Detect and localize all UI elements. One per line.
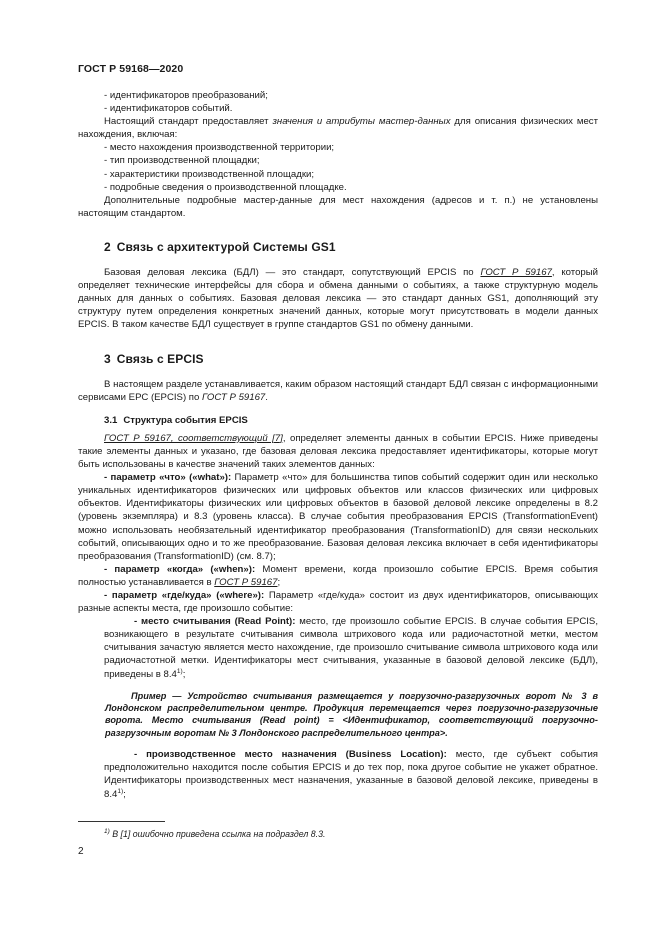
list-item: - подробные сведения о производственной площадке. bbox=[104, 181, 347, 193]
section-3-heading bbox=[104, 353, 598, 366]
list-item: - характеристики производственной площадки; bbox=[104, 168, 315, 180]
footnote-divider bbox=[78, 821, 165, 822]
standard-link[interactable]: ГОСТ Р 59167, соответствующий [7] bbox=[104, 432, 283, 444]
page-number: 2 bbox=[78, 846, 84, 857]
example-text: (Read point) = <Идентификатор, соответствующий погрузочно-разгрузочным воротам № 3 Лондонского распределительного центра>. bbox=[105, 715, 598, 738]
text: Параметр «где/куда» состоит из двух идентификаторов, описывающих разные аспекты места, где произошло событие: bbox=[78, 590, 598, 615]
text: . bbox=[265, 391, 268, 403]
text: Момент времени, когда произошло событие EPCIS. Время события полностью устанавливается в bbox=[78, 563, 598, 588]
section-number: 2 bbox=[104, 239, 111, 254]
list-item: - идентификаторов преобразований; bbox=[104, 90, 268, 101]
document-body bbox=[78, 89, 598, 801]
section-number: 3 bbox=[104, 351, 111, 366]
section-2-paragraph bbox=[78, 266, 598, 331]
footnote-marker: 1) bbox=[104, 828, 110, 836]
footnote-marker: 1) bbox=[117, 787, 124, 795]
section-title: Связь с архитектурой Системы GS1 bbox=[116, 239, 336, 254]
term-label: - параметр «где/куда» («where»): bbox=[104, 590, 265, 601]
example-text: — Устройство считывания размещается у погрузочно-разгрузочных ворот № 3 в Лондонском распределительном центре. Продукция перемещается через погрузочно-разгрузочные ворота. Место считывания bbox=[105, 690, 598, 726]
term-label: - производственное место назначения (Business Location): bbox=[134, 749, 447, 761]
subsection-title: Структура события EPCIS bbox=[123, 414, 248, 426]
term-label: - параметр «когда» («when»): bbox=[104, 563, 256, 575]
section-3-paragraph bbox=[78, 378, 598, 404]
text: место, где субъект события предположительно находится после события EPCIS и до тех пор, пока другое событие не укажет обратное. Идентификаторы производственных мест назначения, указанные в базовой деловой лексике, приведены в 8.4 bbox=[104, 749, 598, 800]
text: ; bbox=[182, 668, 186, 680]
text: В настоящем разделе устанавливается, каким образом настоящий стандарт БДЛ связан с информационными сервисами ЕРС (EPCIS) по bbox=[78, 378, 598, 403]
paragraph-extra: Дополнительные подробные мастер-данные для мест нахождения (адресов и т. п.) не установлены настоящим стандартом. bbox=[78, 194, 598, 219]
business-location-item bbox=[78, 748, 598, 800]
text: место, где произошло событие EPCIS. В случае события EPCIS, возникающего в результате считывания символа штрихового кода или радиочастотной метки, местом считывания зачастую является место нахождение, где произошло считывание символа штрихового кода или радиочастотной метки. Идентификаторы мест считывания, указанные в базовой деловой лексике (БДЛ), приведены в 8.4 bbox=[104, 616, 598, 680]
text: , определяет элементы данных в событии EPCIS. Ниже приведены такие элементы данных и указано, где базовая деловая лексика предоставляет идентификаторы, которые могут быть использованы в качестве значений таких элементов данных: bbox=[78, 432, 598, 471]
where-parameter-item bbox=[78, 589, 598, 615]
footnote bbox=[104, 829, 325, 839]
example-label: Пример bbox=[131, 690, 167, 701]
read-point-item bbox=[78, 615, 598, 680]
text: для описания физических мест нахождения, включая: bbox=[78, 116, 598, 141]
example-block bbox=[78, 690, 598, 740]
list-item: - место нахождения производственной территории; bbox=[104, 142, 335, 154]
text: Настоящий стандарт предоставляет bbox=[104, 116, 273, 128]
subsection-paragraph bbox=[78, 432, 598, 471]
list-item: - тип производственной площадки; bbox=[104, 155, 260, 167]
document-header: ГОСТ Р 59168—2020 bbox=[78, 63, 184, 75]
text: Параметр «что» для большинства типов событий содержит один или несколько уникальных идентификаторов физических или цифровых объектов или классов физических или цифровых объектов. Идентификаторы физических или цифровых объектов в базовой деловой лексике определены в 8.2 (уровень экземпляра) и 8.3 (уровень класса). В случае события преобразования EPCIS (TransformationEvent) можно использовать необязательный идентификатор преобразования (TransformationID) для связи нескольких событий, описывающих одно и то же преобразование. Базовая деловая лексика включает в себя идентификаторы преобразования (TransformationID) (см. 8.7); bbox=[78, 472, 598, 562]
what-parameter-item bbox=[78, 471, 598, 563]
footnote-marker: 1) bbox=[176, 667, 183, 675]
term-label: - параметр «что» («what»): bbox=[104, 472, 232, 484]
text: , который определяет технические интерфейсы для сбора и обмена данными о событиях, а также структурную модель данных для данных о событиях. Базовая деловая лексика — это стандарт данных GS1, дополняющий эту структуру путем определения конкретных значений данных, которые могут присутствовать в модели данных EPCIS. В таком качестве БДЛ существует в группе стандартов GS1 по обмену данными. bbox=[78, 267, 598, 331]
emphasis-text: значения и атрибуты мастер-данных bbox=[272, 116, 451, 128]
standard-link[interactable]: ГОСТ Р 59167 bbox=[214, 576, 278, 588]
term-label: - место считывания (Read Point): bbox=[134, 616, 296, 628]
footnote-text: В [1] ошибочно приведена ссылка на подраздел 8.3. bbox=[112, 829, 326, 839]
text: Базовая деловая лексика (БДЛ) — это стандарт, сопутствующий EPCIS по bbox=[104, 267, 481, 279]
subsection-number: 3.1 bbox=[104, 414, 118, 426]
text: ; bbox=[277, 576, 281, 588]
standard-reference: ГОСТ Р 59167 bbox=[202, 391, 266, 403]
subsection-3-1-heading bbox=[104, 414, 598, 427]
section-title: Связь с EPCIS bbox=[116, 351, 204, 366]
list-item: - идентификаторов событий. bbox=[104, 103, 233, 115]
standard-link[interactable]: ГОСТ Р 59167 bbox=[480, 267, 552, 279]
section-2-heading bbox=[104, 241, 598, 254]
when-parameter-item bbox=[78, 563, 598, 589]
paragraph-intro bbox=[78, 115, 598, 141]
text: ; bbox=[123, 788, 126, 800]
